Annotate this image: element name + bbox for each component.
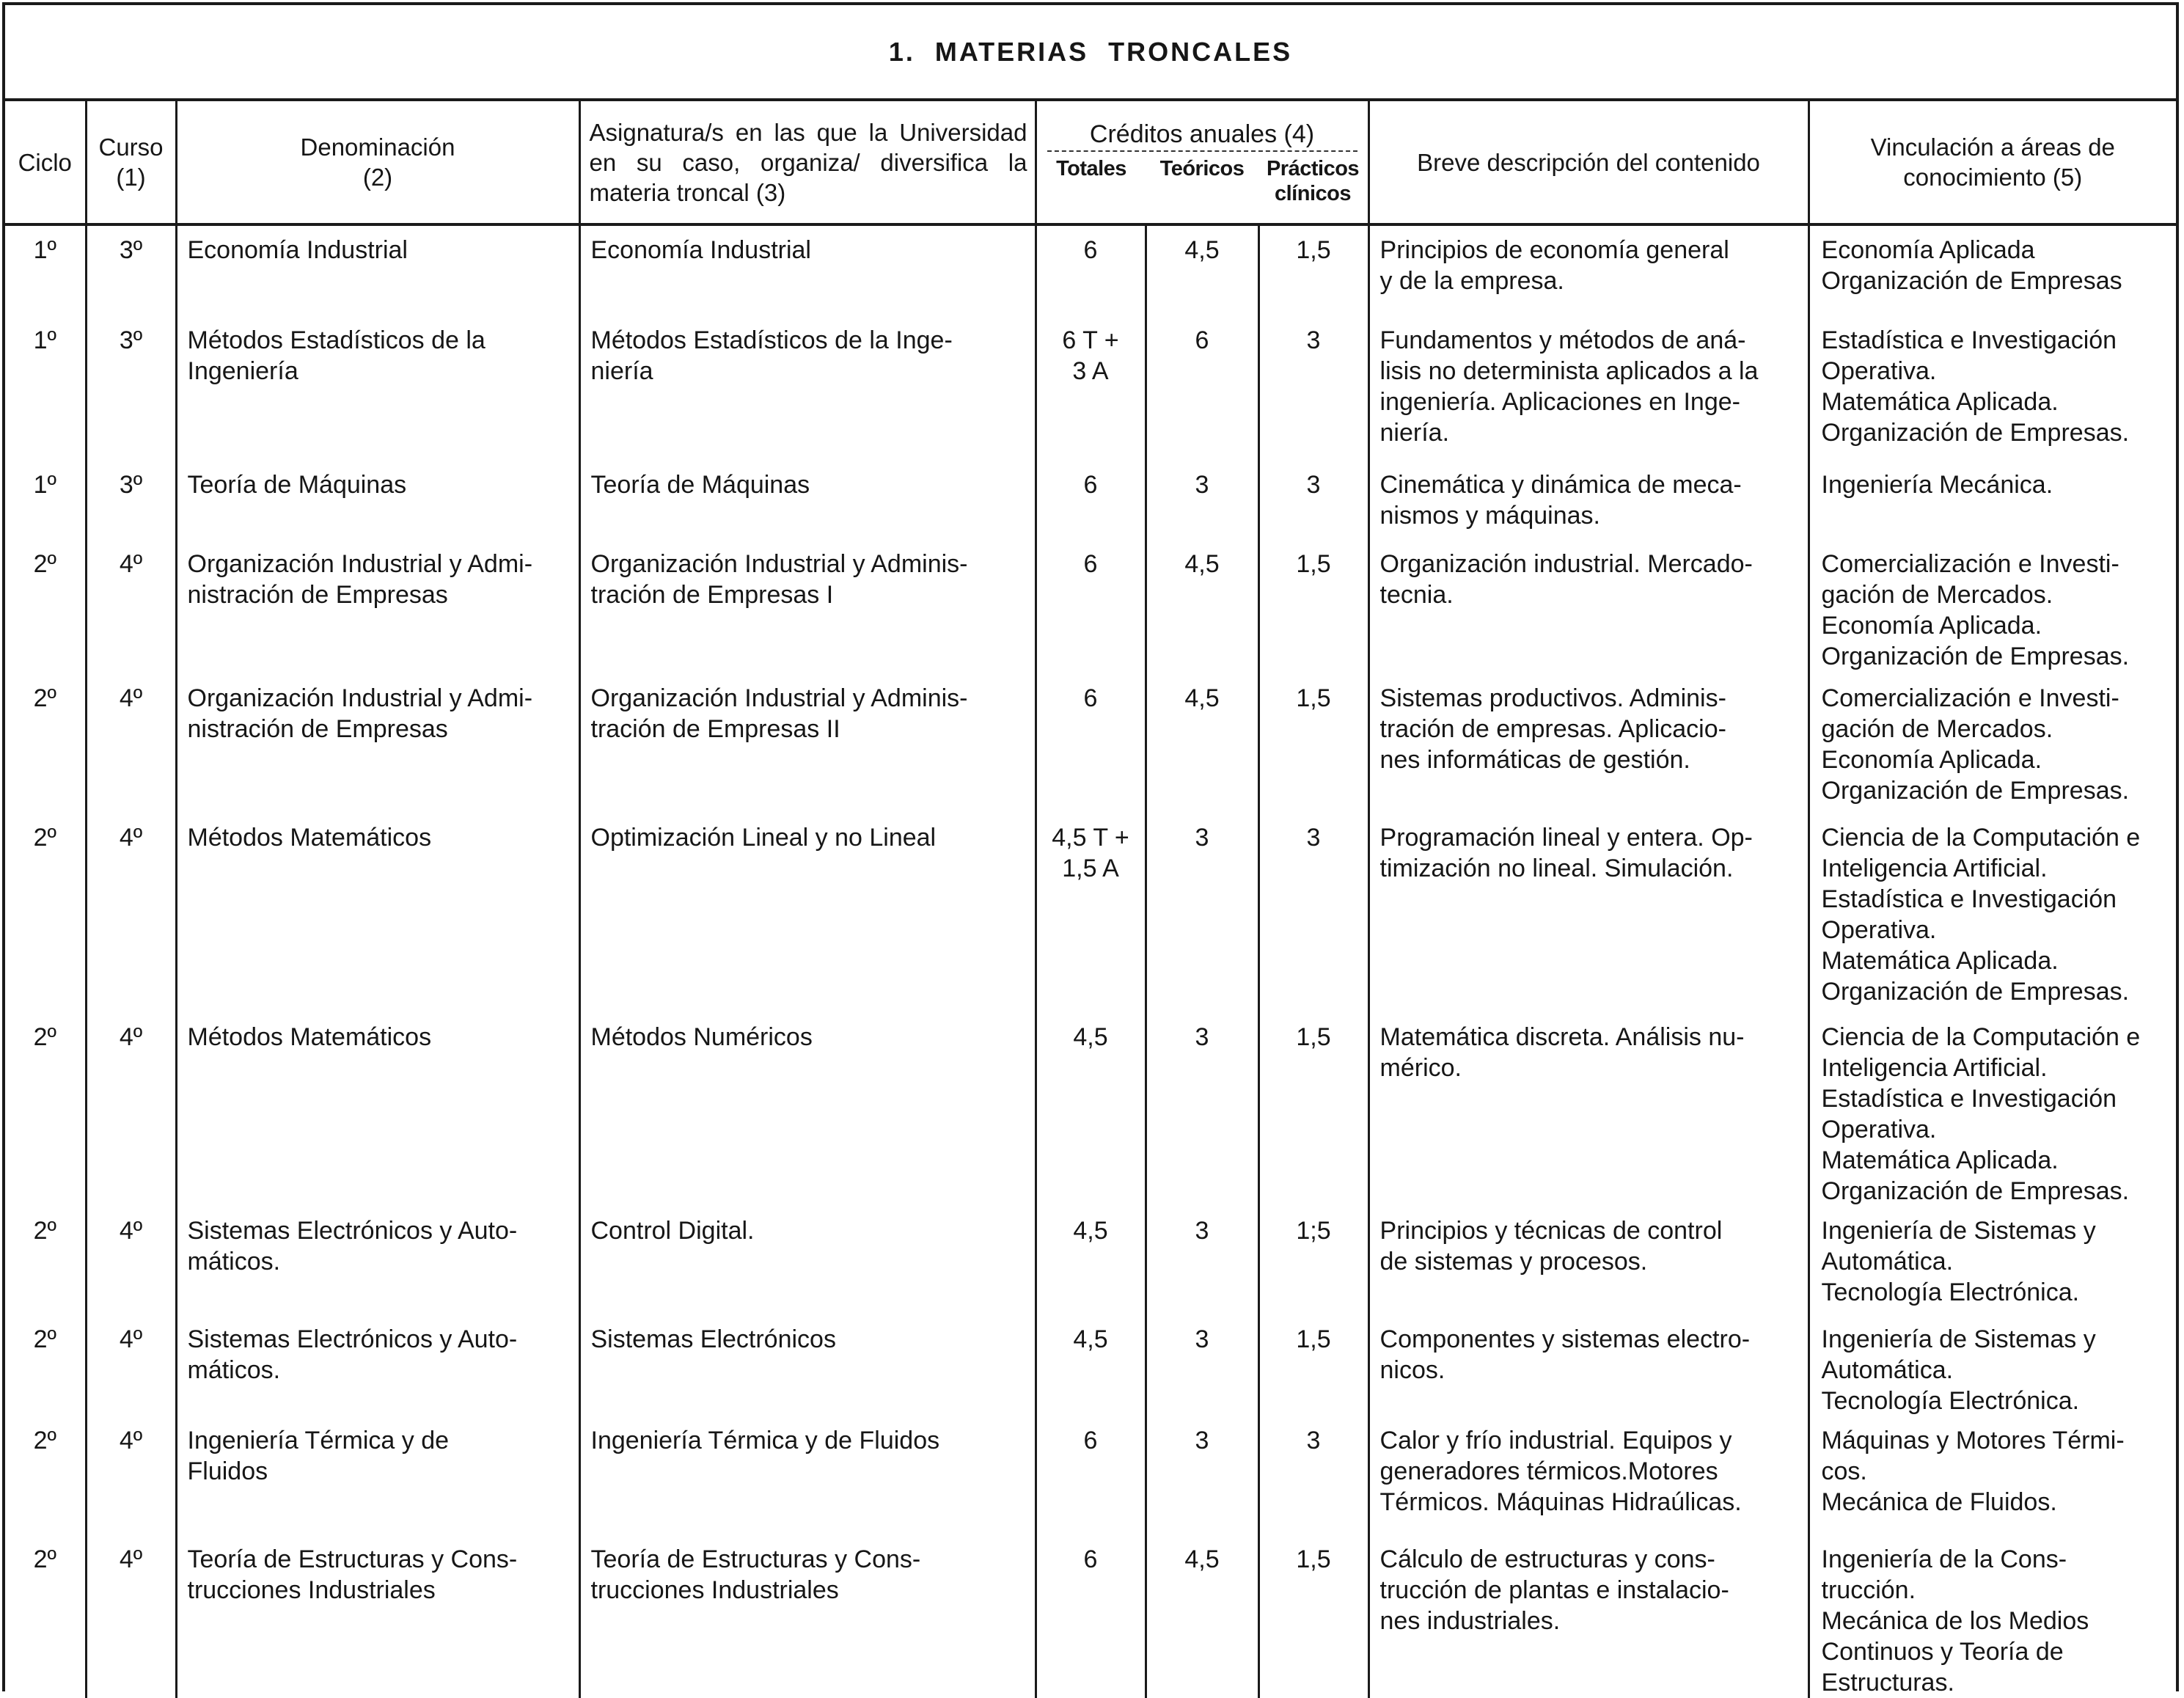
creditos-teoricos-cell: 4,5: [1146, 224, 1258, 316]
breve-line: timización no lineal. Simulación.: [1379, 855, 1734, 882]
ciclo-cell: 2º: [33, 824, 56, 852]
asignatura-line: Optimización Lineal y no Lineal: [590, 824, 937, 852]
header-practicos-line2: clínicos: [1275, 182, 1351, 205]
curso-cell: 3º: [86, 224, 176, 316]
breve-line: Principios y técnicas de control: [1379, 1217, 1723, 1245]
breve-descripcion-cell: [1368, 1315, 1809, 1416]
denominacion-line: Sistemas Electrónicos y Auto-: [187, 1325, 518, 1353]
creditos-practicos-cell: 1,5: [1258, 224, 1368, 316]
denominacion-cell: [176, 674, 579, 813]
asignatura-cell: [579, 316, 1036, 461]
creditos-practicos-cell: 3: [1258, 461, 1368, 540]
header-vinculacion: [1809, 101, 2176, 224]
breve-line: Cinemática y dinámica de meca-: [1379, 471, 1742, 499]
vinculacion-line: Organización de Empresas: [1821, 267, 2122, 295]
asignatura-line: tración de Empresas I: [590, 581, 834, 609]
asignatura-cell: [579, 1315, 1036, 1416]
asignatura-line: Economía Industrial: [590, 236, 811, 264]
creditos-totales-cell: [1036, 224, 1146, 316]
header-asignatura: Asignatura/s en las que la Universidad en su caso, organiza/ diversifica la materia troncal (3): [579, 101, 1036, 224]
denominacion-line: Métodos Matemáticos: [187, 1023, 432, 1051]
creditos-practicos-cell: 1,5: [1258, 1013, 1368, 1207]
vinculacion-line: Automática.: [1821, 1248, 1954, 1276]
ciclo-cell: 1º: [33, 471, 56, 499]
header-vinculacion-line2: conocimiento (5): [1903, 164, 2083, 191]
creditos-practicos-cell: 1,5: [1258, 1315, 1368, 1416]
breve-line: lisis no determinista aplicados a la: [1379, 357, 1759, 385]
denominacion-line: nistración de Empresas: [187, 581, 448, 609]
vinculacion-cell: [1809, 316, 2176, 461]
denominacion-cell: [176, 540, 579, 674]
creditos-teoricos-cell: 3: [1146, 813, 1258, 1013]
creditos-teoricos-cell: 3: [1146, 1207, 1258, 1315]
header-creditos-subheaders: [1037, 156, 1368, 206]
denominacion-cell: [176, 224, 579, 316]
table-row: [5, 1013, 2176, 1207]
totales-line: 6: [1083, 236, 1098, 264]
vinculacion-line: Comercialización e Investi-: [1821, 684, 2119, 712]
table-row: [5, 813, 2176, 1013]
ciclo-cell: 2º: [33, 1325, 56, 1353]
asignatura-line: trucciones Industriales: [590, 1576, 839, 1604]
denominacion-line: máticos.: [187, 1248, 281, 1276]
vinculacion-line: Economía Aplicada: [1821, 236, 2035, 264]
asignatura-line: Sistemas Electrónicos: [590, 1325, 836, 1353]
breve-line: Principios de economía general: [1379, 236, 1729, 264]
asignatura-cell: [579, 1207, 1036, 1315]
vinculacion-line: Ciencia de la Computación e: [1821, 1023, 2141, 1051]
totales-line: 6: [1083, 550, 1098, 578]
curso-cell: 4º: [86, 1207, 176, 1315]
vinculacion-cell: [1809, 1315, 2176, 1416]
vinculacion-line: Operativa.: [1821, 357, 1937, 385]
denominacion-cell: [176, 461, 579, 540]
vinculacion-line: Organización de Empresas.: [1821, 1177, 2130, 1205]
curso-cell: 3º: [86, 461, 176, 540]
vinculacion-line: Economía Aplicada.: [1821, 746, 2042, 774]
header-denominacion-label: Denominación: [300, 133, 455, 161]
asignatura-line: niería: [590, 357, 653, 385]
header-denominacion-note: (2): [362, 164, 393, 191]
breve-line: Sistemas productivos. Adminis-: [1379, 684, 1726, 712]
denominacion-cell: [176, 1416, 579, 1535]
breve-line: Cálculo de estructuras y cons-: [1379, 1545, 1715, 1573]
breve-line: niería.: [1379, 419, 1450, 447]
vinculacion-line: Estadística e Investigación: [1821, 1085, 2117, 1113]
creditos-practicos-cell: 3: [1258, 1416, 1368, 1535]
header-creditos-label: Créditos anuales (4): [1089, 120, 1315, 148]
table-body: [5, 224, 2176, 1698]
vinculacion-line: Matemática Aplicada.: [1821, 1146, 2059, 1174]
creditos-totales-cell: [1036, 1013, 1146, 1207]
creditos-totales-cell: [1036, 316, 1146, 461]
asignatura-line: tración de Empresas II: [590, 715, 840, 743]
asignatura-cell: [579, 1535, 1036, 1698]
table-row: [5, 540, 2176, 674]
denominacion-line: máticos.: [187, 1356, 281, 1384]
creditos-practicos-cell: 3: [1258, 813, 1368, 1013]
totales-line: 4,5: [1073, 1217, 1108, 1245]
totales-line: 4,5: [1073, 1023, 1108, 1051]
vinculacion-line: Estadística e Investigación: [1821, 326, 2117, 354]
vinculacion-line: Continuos y Teoría de: [1821, 1638, 2064, 1666]
asignatura-line: Organización Industrial y Adminis-: [590, 684, 968, 712]
creditos-practicos-cell: 1;5: [1258, 1207, 1368, 1315]
totales-line: 6: [1083, 471, 1098, 499]
ciclo-cell: 2º: [33, 684, 56, 712]
vinculacion-line: Operativa.: [1821, 1116, 1937, 1143]
curso-cell: 4º: [86, 1013, 176, 1207]
document-page: [2, 2, 2179, 1697]
table-row: [5, 1416, 2176, 1535]
breve-descripcion-cell: [1368, 674, 1809, 813]
creditos-teoricos-cell: 4,5: [1146, 540, 1258, 674]
creditos-teoricos-cell: 4,5: [1146, 674, 1258, 813]
denominacion-line: Economía Industrial: [187, 236, 408, 264]
vinculacion-line: Ingeniería de la Cons-: [1821, 1545, 2067, 1573]
table-row: [5, 224, 2176, 316]
breve-line: mérico.: [1379, 1054, 1462, 1082]
vinculacion-line: Organización de Empresas.: [1821, 978, 2130, 1006]
breve-line: generadores térmicos.Motores: [1379, 1457, 1718, 1485]
ciclo-cell: 2º: [33, 1427, 56, 1454]
breve-line: de sistemas y procesos.: [1379, 1248, 1648, 1276]
creditos-totales-cell: [1036, 674, 1146, 813]
denominacion-line: nistración de Empresas: [187, 715, 448, 743]
header-ciclo: Ciclo: [5, 101, 86, 224]
creditos-practicos-cell: 1,5: [1258, 1535, 1368, 1698]
header-row: [5, 101, 2176, 224]
vinculacion-line: gación de Mercados.: [1821, 715, 2053, 743]
vinculacion-line: Ingeniería de Sistemas y: [1821, 1217, 2096, 1245]
breve-descripcion-cell: [1368, 813, 1809, 1013]
vinculacion-line: Máquinas y Motores Térmi-: [1821, 1427, 2125, 1454]
denominacion-line: Teoría de Máquinas: [187, 471, 407, 499]
breve-descripcion-cell: [1368, 540, 1809, 674]
breve-line: Matemática discreta. Análisis nu-: [1379, 1023, 1745, 1051]
header-creditos: [1036, 101, 1368, 224]
denominacion-cell: [176, 1315, 579, 1416]
vinculacion-line: gación de Mercados.: [1821, 581, 2053, 609]
vinculacion-line: Economía Aplicada.: [1821, 612, 2042, 640]
asignatura-cell: [579, 674, 1036, 813]
asignatura-cell: [579, 540, 1036, 674]
vinculacion-cell: [1809, 674, 2176, 813]
breve-line: nicos.: [1379, 1356, 1445, 1384]
denominacion-cell: [176, 813, 579, 1013]
denominacion-line: Métodos Estadísticos de la: [187, 326, 485, 354]
breve-descripcion-cell: [1368, 316, 1809, 461]
table-row: [5, 1207, 2176, 1315]
breve-line: Calor y frío industrial. Equipos y: [1379, 1427, 1732, 1454]
vinculacion-cell: [1809, 1013, 2176, 1207]
vinculacion-line: Organización de Empresas.: [1821, 643, 2130, 670]
table-row: [5, 1535, 2176, 1698]
vinculacion-line: Operativa.: [1821, 916, 1937, 944]
totales-line: 6: [1083, 684, 1098, 712]
breve-line: Componentes y sistemas electro-: [1379, 1325, 1751, 1353]
denominacion-cell: [176, 316, 579, 461]
asignatura-cell: [579, 1416, 1036, 1535]
header-denominacion: [176, 101, 579, 224]
header-practicos: [1258, 156, 1368, 206]
creditos-totales-cell: [1036, 461, 1146, 540]
asignatura-cell: [579, 1013, 1036, 1207]
header-curso-note: (1): [116, 164, 146, 191]
table-row: [5, 1315, 2176, 1416]
breve-descripcion-cell: [1368, 1013, 1809, 1207]
denominacion-line: Ingeniería: [187, 357, 298, 385]
totales-line: 4,5: [1073, 1325, 1108, 1353]
curso-cell: 4º: [86, 1416, 176, 1535]
asignatura-cell: [579, 813, 1036, 1013]
totales-line: 6 T +: [1062, 326, 1119, 354]
asignatura-cell: [579, 461, 1036, 540]
vinculacion-line: Estructuras.: [1821, 1669, 1954, 1697]
table-row: [5, 461, 2176, 540]
vinculacion-cell: [1809, 461, 2176, 540]
vinculacion-line: cos.: [1821, 1457, 1867, 1485]
asignatura-line: Ingeniería Térmica y de Fluidos: [590, 1427, 940, 1454]
vinculacion-line: Tecnología Electrónica.: [1821, 1387, 2080, 1415]
breve-line: Térmicos. Máquinas Hidraúlicas.: [1379, 1488, 1742, 1516]
totales-line: 6: [1083, 1427, 1098, 1454]
denominacion-line: Organización Industrial y Admi-: [187, 550, 533, 578]
breve-line: Fundamentos y métodos de aná-: [1379, 326, 1746, 354]
asignatura-line: Teoría de Estructuras y Cons-: [590, 1545, 921, 1573]
header-curso-label: Curso: [98, 133, 164, 161]
creditos-practicos-cell: 3: [1258, 316, 1368, 461]
denominacion-line: trucciones Industriales: [187, 1576, 436, 1604]
header-totales: Totales: [1056, 157, 1126, 180]
asignatura-line: Control Digital.: [590, 1217, 755, 1245]
table-row: [5, 674, 2176, 813]
breve-descripcion-cell: [1368, 1416, 1809, 1535]
creditos-totales-cell: [1036, 813, 1146, 1013]
vinculacion-line: Tecnología Electrónica.: [1821, 1278, 2080, 1306]
vinculacion-line: Automática.: [1821, 1356, 1954, 1384]
creditos-teoricos-cell: 3: [1146, 461, 1258, 540]
totales-line: 6: [1083, 1545, 1098, 1573]
breve-descripcion-cell: [1368, 461, 1809, 540]
breve-descripcion-cell: [1368, 1207, 1809, 1315]
breve-line: tración de empresas. Aplicacio-: [1379, 715, 1726, 743]
denominacion-cell: [176, 1013, 579, 1207]
curso-cell: 3º: [86, 316, 176, 461]
denominacion-cell: [176, 1207, 579, 1315]
ciclo-cell: 2º: [33, 1545, 56, 1573]
creditos-teoricos-cell: 6: [1146, 316, 1258, 461]
denominacion-line: Teoría de Estructuras y Cons-: [187, 1545, 518, 1573]
creditos-teoricos-cell: 3: [1146, 1315, 1258, 1416]
denominacion-line: Organización Industrial y Admi-: [187, 684, 533, 712]
creditos-teoricos-cell: 3: [1146, 1416, 1258, 1535]
vinculacion-line: trucción.: [1821, 1576, 1916, 1604]
totales-line: 4,5 T +: [1052, 824, 1129, 852]
vinculacion-line: Matemática Aplicada.: [1821, 388, 2059, 416]
creditos-totales-cell: [1036, 540, 1146, 674]
curso-cell: 4º: [86, 540, 176, 674]
breve-line: y de la empresa.: [1379, 267, 1564, 295]
breve-line: nismos y máquinas.: [1379, 502, 1600, 530]
creditos-teoricos-cell: 3: [1146, 1013, 1258, 1207]
creditos-teoricos-cell: 4,5: [1146, 1535, 1258, 1698]
header-teoricos: Teóricos: [1159, 157, 1245, 180]
ciclo-cell: 2º: [33, 550, 56, 578]
vinculacion-cell: [1809, 1416, 2176, 1535]
creditos-totales-cell: [1036, 1535, 1146, 1698]
asignatura-line: Teoría de Máquinas: [590, 471, 810, 499]
denominacion-cell: [176, 1535, 579, 1698]
vinculacion-cell: [1809, 224, 2176, 316]
vinculacion-line: Inteligencia Artificial.: [1821, 1054, 2048, 1082]
vinculacion-line: Organización de Empresas.: [1821, 419, 2130, 447]
ciclo-cell: 2º: [33, 1217, 56, 1245]
creditos-totales-cell: [1036, 1207, 1146, 1315]
creditos-totales-cell: [1036, 1416, 1146, 1535]
vinculacion-line: Ciencia de la Computación e: [1821, 824, 2141, 852]
asignatura-cell: [579, 224, 1036, 316]
header-creditos-divider: [1047, 150, 1357, 152]
breve-line: tecnia.: [1379, 581, 1454, 609]
vinculacion-line: Mecánica de Fluidos.: [1821, 1488, 2057, 1516]
curso-cell: 4º: [86, 1535, 176, 1698]
table-row: [5, 316, 2176, 461]
totales-line: 3 A: [1072, 357, 1109, 385]
asignatura-line: Métodos Estadísticos de la Inge-: [590, 326, 953, 354]
creditos-totales-cell: [1036, 1315, 1146, 1416]
curso-cell: 4º: [86, 674, 176, 813]
vinculacion-cell: [1809, 1535, 2176, 1698]
breve-line: nes informáticas de gestión.: [1379, 746, 1690, 774]
breve-line: ingeniería. Aplicaciones en Inge-: [1379, 388, 1740, 416]
vinculacion-line: Inteligencia Artificial.: [1821, 855, 2048, 882]
breve-line: Organización industrial. Mercado-: [1379, 550, 1753, 578]
section-title: 1. MATERIAS TRONCALES: [5, 5, 2176, 101]
header-vinculacion-line1: Vinculación a áreas de: [1870, 133, 2115, 161]
header-practicos-line1: Prácticos: [1266, 157, 1360, 180]
asignatura-line: Organización Industrial y Adminis-: [590, 550, 968, 578]
materias-troncales-table: [5, 101, 2176, 1698]
vinculacion-cell: [1809, 1207, 2176, 1315]
curso-cell: 4º: [86, 1315, 176, 1416]
breve-line: trucción de plantas e instalacio-: [1379, 1576, 1729, 1604]
denominacion-line: Métodos Matemáticos: [187, 824, 432, 852]
ciclo-cell: 1º: [33, 236, 56, 264]
curso-cell: 4º: [86, 813, 176, 1013]
vinculacion-line: Organización de Empresas.: [1821, 777, 2130, 805]
breve-descripcion-cell: [1368, 224, 1809, 316]
breve-line: Programación lineal y entera. Op-: [1379, 824, 1753, 852]
vinculacion-cell: [1809, 813, 2176, 1013]
vinculacion-line: Estadística e Investigación: [1821, 885, 2117, 913]
ciclo-cell: 1º: [33, 326, 56, 354]
header-curso: [86, 101, 176, 224]
vinculacion-line: Mecánica de los Medios: [1821, 1607, 2089, 1635]
creditos-practicos-cell: 1,5: [1258, 674, 1368, 813]
breve-line: nes industriales.: [1379, 1607, 1561, 1635]
vinculacion-line: Matemática Aplicada.: [1821, 947, 2059, 975]
asignatura-line: Métodos Numéricos: [590, 1023, 813, 1051]
totales-line: 1,5 A: [1062, 855, 1119, 882]
creditos-practicos-cell: 1,5: [1258, 540, 1368, 674]
vinculacion-cell: [1809, 540, 2176, 674]
vinculacion-line: Comercialización e Investi-: [1821, 550, 2119, 578]
denominacion-line: Ingeniería Térmica y de: [187, 1427, 450, 1454]
denominacion-line: Fluidos: [187, 1457, 268, 1485]
breve-descripcion-cell: [1368, 1535, 1809, 1698]
header-breve-descripcion: Breve descripción del contenido: [1368, 101, 1809, 224]
denominacion-line: Sistemas Electrónicos y Auto-: [187, 1217, 518, 1245]
vinculacion-line: Ingeniería Mecánica.: [1821, 471, 2053, 499]
vinculacion-line: Ingeniería de Sistemas y: [1821, 1325, 2096, 1353]
ciclo-cell: 2º: [33, 1023, 56, 1051]
